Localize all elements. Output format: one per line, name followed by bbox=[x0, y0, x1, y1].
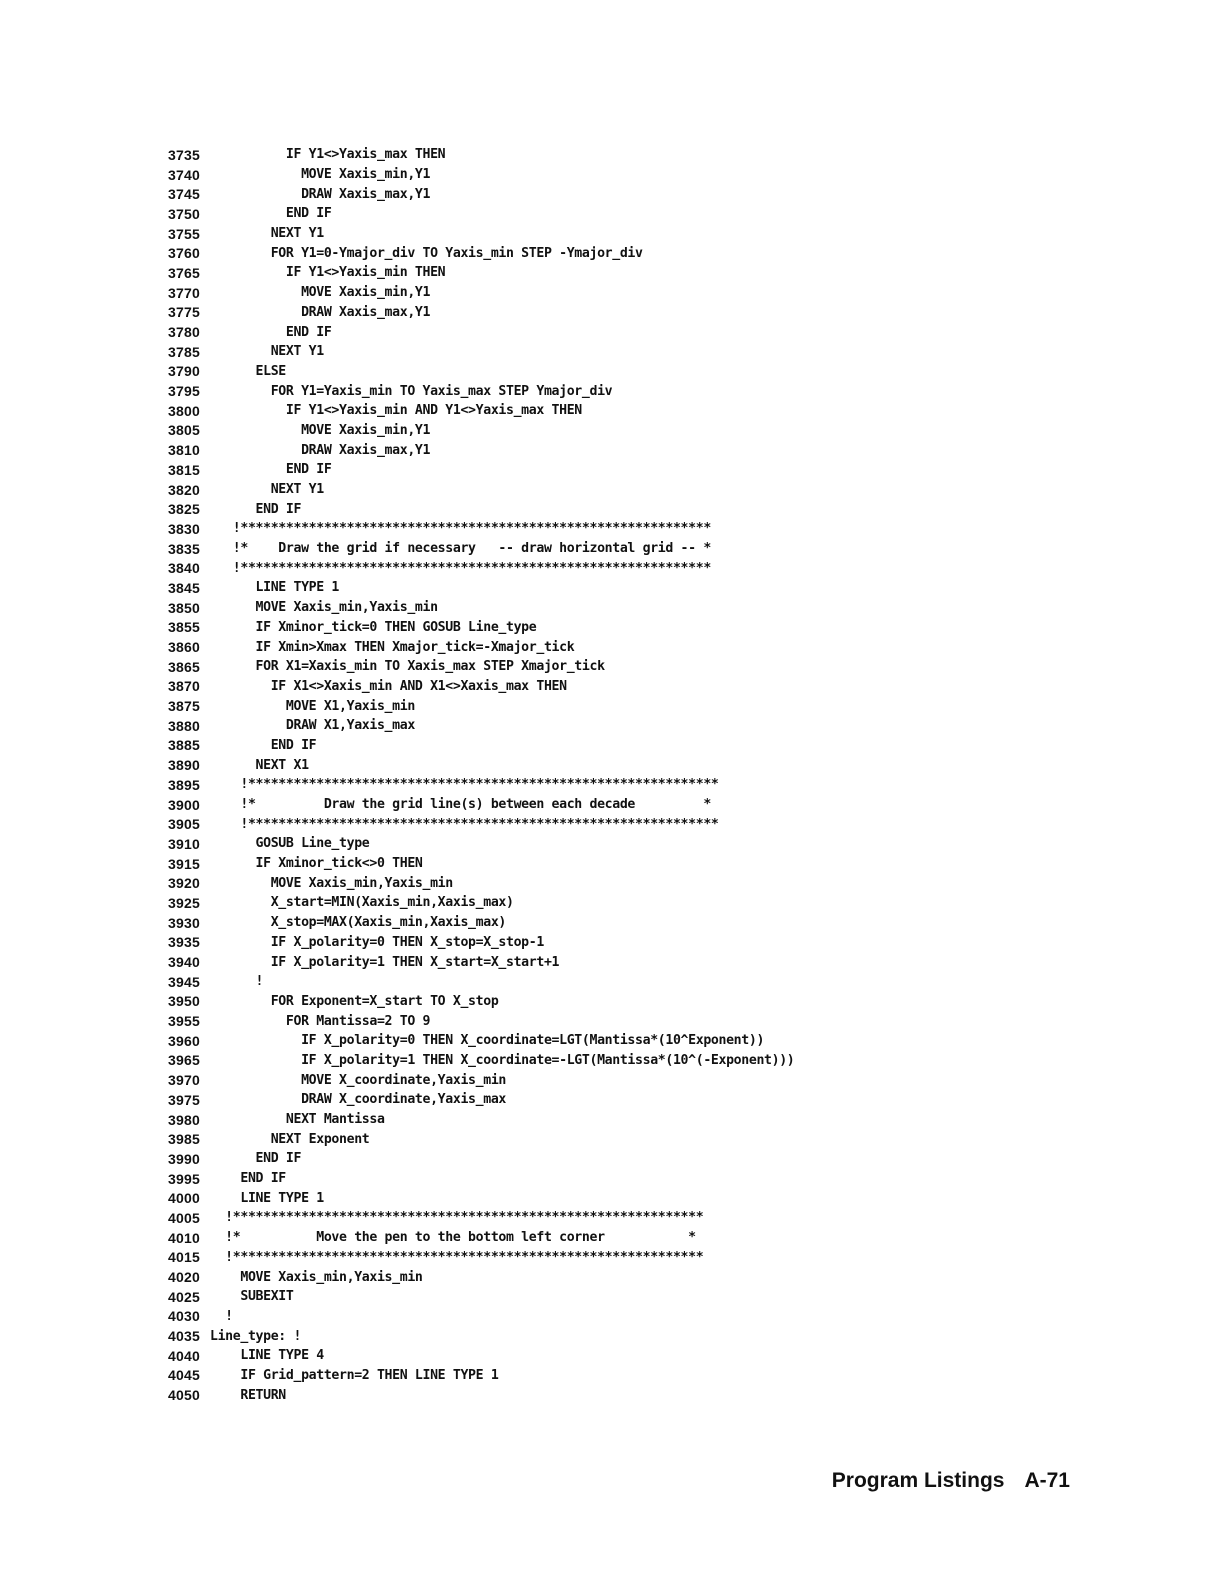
code-line bbox=[168, 1287, 1068, 1307]
line-number: 3825 bbox=[168, 501, 200, 518]
code-line bbox=[168, 1267, 1068, 1287]
code-line bbox=[168, 1326, 1068, 1346]
code-line bbox=[168, 873, 1068, 893]
code-text: FOR Mantissa=2 TO 9 bbox=[210, 1013, 431, 1029]
code-line bbox=[168, 204, 1068, 224]
code-text: NEXT X1 bbox=[210, 757, 309, 773]
code-text: !* Draw the grid if necessary -- draw horizontal grid -- * bbox=[210, 541, 711, 557]
code-line bbox=[168, 184, 1068, 204]
line-number: 3785 bbox=[168, 343, 200, 360]
line-number: 3735 bbox=[168, 146, 200, 163]
code-line bbox=[168, 460, 1068, 480]
line-number: 3920 bbox=[168, 875, 200, 892]
code-line bbox=[168, 1248, 1068, 1268]
code-line bbox=[168, 145, 1068, 165]
code-line bbox=[168, 992, 1068, 1012]
line-number: 3985 bbox=[168, 1131, 200, 1148]
code-line bbox=[168, 381, 1068, 401]
code-line bbox=[168, 165, 1068, 185]
line-number: 3940 bbox=[168, 954, 200, 971]
code-line bbox=[168, 1110, 1068, 1130]
line-number: 3830 bbox=[168, 520, 200, 537]
code-text: RETURN bbox=[210, 1387, 286, 1403]
code-text: DRAW Xaxis_max,Y1 bbox=[210, 304, 431, 320]
line-number: 4020 bbox=[168, 1269, 200, 1286]
line-number: 4025 bbox=[168, 1288, 200, 1305]
code-line bbox=[168, 854, 1068, 874]
code-line bbox=[168, 814, 1068, 834]
code-text: IF Xminor_tick=0 THEN GOSUB Line_type bbox=[210, 619, 537, 635]
code-text: DRAW X_coordinate,Yaxis_max bbox=[210, 1092, 506, 1108]
code-text: IF Xminor_tick<>0 THEN bbox=[210, 856, 423, 872]
line-number: 3850 bbox=[168, 599, 200, 616]
code-text: DRAW Xaxis_max,Y1 bbox=[210, 186, 431, 202]
line-number: 4015 bbox=[168, 1249, 200, 1266]
code-line bbox=[168, 578, 1068, 598]
code-text: END IF bbox=[210, 324, 332, 340]
code-text: END IF bbox=[210, 1151, 302, 1167]
code-line bbox=[168, 1070, 1068, 1090]
line-number: 3795 bbox=[168, 383, 200, 400]
line-number: 3800 bbox=[168, 402, 200, 419]
code-line bbox=[168, 893, 1068, 913]
code-line bbox=[168, 598, 1068, 618]
code-line bbox=[168, 401, 1068, 421]
code-text: MOVE Xaxis_min,Yaxis_min bbox=[210, 1269, 423, 1285]
code-line bbox=[168, 539, 1068, 559]
code-line bbox=[168, 1208, 1068, 1228]
code-line bbox=[168, 322, 1068, 342]
code-line bbox=[168, 1366, 1068, 1386]
line-number: 3750 bbox=[168, 205, 200, 222]
line-number: 3995 bbox=[168, 1170, 200, 1187]
line-number: 4030 bbox=[168, 1308, 200, 1325]
code-line bbox=[168, 972, 1068, 992]
code-text: END IF bbox=[210, 737, 317, 753]
line-number: 4040 bbox=[168, 1347, 200, 1364]
page-number: A-71 bbox=[1024, 1469, 1070, 1492]
line-number: 4050 bbox=[168, 1387, 200, 1404]
code-text: X_stop=MAX(Xaxis_min,Xaxis_max) bbox=[210, 915, 506, 931]
code-text: !************************************************************** bbox=[210, 816, 719, 832]
code-text: NEXT Y1 bbox=[210, 344, 324, 360]
code-line bbox=[168, 677, 1068, 697]
line-number: 4000 bbox=[168, 1190, 200, 1207]
code-line bbox=[168, 1051, 1068, 1071]
line-number: 3780 bbox=[168, 324, 200, 341]
line-number: 3905 bbox=[168, 816, 200, 833]
line-number: 3960 bbox=[168, 1032, 200, 1049]
code-text: IF X_polarity=0 THEN X_stop=X_stop-1 bbox=[210, 934, 544, 950]
code-text: !* Draw the grid line(s) between each decade * bbox=[210, 797, 711, 813]
code-line bbox=[168, 657, 1068, 677]
line-number: 4010 bbox=[168, 1229, 200, 1246]
code-line bbox=[168, 440, 1068, 460]
code-line bbox=[168, 1149, 1068, 1169]
code-line bbox=[168, 618, 1068, 638]
line-number: 3815 bbox=[168, 461, 200, 478]
code-line bbox=[168, 303, 1068, 323]
line-number: 3755 bbox=[168, 225, 200, 242]
code-line bbox=[168, 1129, 1068, 1149]
code-text: MOVE Xaxis_min,Y1 bbox=[210, 167, 431, 183]
line-number: 3775 bbox=[168, 304, 200, 321]
code-text: X_start=MIN(Xaxis_min,Xaxis_max) bbox=[210, 895, 514, 911]
code-text: DRAW Xaxis_max,Y1 bbox=[210, 442, 431, 458]
line-number: 3760 bbox=[168, 245, 200, 262]
code-line bbox=[168, 755, 1068, 775]
code-line bbox=[168, 1031, 1068, 1051]
code-text: IF X1<>Xaxis_min AND X1<>Xaxis_max THEN bbox=[210, 678, 567, 694]
code-line bbox=[168, 519, 1068, 539]
code-text: IF X_polarity=1 THEN X_start=X_start+1 bbox=[210, 954, 560, 970]
page-footer bbox=[832, 1469, 1070, 1493]
code-line bbox=[168, 1385, 1068, 1405]
code-text: MOVE Xaxis_min,Y1 bbox=[210, 285, 431, 301]
code-line bbox=[168, 696, 1068, 716]
line-number: 3965 bbox=[168, 1052, 200, 1069]
line-number: 3860 bbox=[168, 639, 200, 656]
line-number: 3930 bbox=[168, 914, 200, 931]
code-line bbox=[168, 637, 1068, 657]
line-number: 3880 bbox=[168, 717, 200, 734]
code-line bbox=[168, 1169, 1068, 1189]
line-number: 3925 bbox=[168, 894, 200, 911]
code-line bbox=[168, 933, 1068, 953]
code-text: FOR X1=Xaxis_min TO Xaxis_max STEP Xmajor_tick bbox=[210, 659, 605, 675]
line-number: 3915 bbox=[168, 855, 200, 872]
code-text: IF Y1<>Yaxis_max THEN bbox=[210, 147, 446, 163]
code-text: FOR Exponent=X_start TO X_stop bbox=[210, 993, 499, 1009]
code-text: FOR Y1=Yaxis_min TO Yaxis_max STEP Ymajor_div bbox=[210, 383, 613, 399]
code-line bbox=[168, 263, 1068, 283]
code-text: END IF bbox=[210, 462, 332, 478]
code-line bbox=[168, 421, 1068, 441]
code-text: Line_type: ! bbox=[210, 1328, 302, 1344]
line-number: 3875 bbox=[168, 698, 200, 715]
program-listing bbox=[168, 145, 1068, 1405]
line-number: 3970 bbox=[168, 1072, 200, 1089]
line-number: 4045 bbox=[168, 1367, 200, 1384]
code-text: MOVE Xaxis_min,Yaxis_min bbox=[210, 875, 453, 891]
code-line bbox=[168, 913, 1068, 933]
code-text: NEXT Mantissa bbox=[210, 1112, 385, 1128]
code-line bbox=[168, 952, 1068, 972]
code-text: SUBEXIT bbox=[210, 1289, 294, 1305]
line-number: 3740 bbox=[168, 166, 200, 183]
code-line bbox=[168, 795, 1068, 815]
code-text: MOVE Xaxis_min,Y1 bbox=[210, 422, 431, 438]
code-text: IF Y1<>Yaxis_min THEN bbox=[210, 265, 446, 281]
footer-title: Program Listings bbox=[831, 1469, 1005, 1492]
line-number: 3865 bbox=[168, 658, 200, 675]
code-line bbox=[168, 1090, 1068, 1110]
code-text: IF X_polarity=1 THEN X_coordinate=-LGT(Mantissa*(10^(-Exponent))) bbox=[210, 1052, 795, 1068]
code-line bbox=[168, 499, 1068, 519]
code-line bbox=[168, 283, 1068, 303]
line-number: 3765 bbox=[168, 264, 200, 281]
code-text: ! bbox=[210, 974, 264, 990]
code-text: NEXT Y1 bbox=[210, 482, 324, 498]
code-text: IF X_polarity=0 THEN X_coordinate=LGT(Mantissa*(10^Exponent)) bbox=[210, 1033, 765, 1049]
line-number: 3835 bbox=[168, 540, 200, 557]
code-text: !************************************************************** bbox=[210, 521, 711, 537]
line-number: 3840 bbox=[168, 560, 200, 577]
code-text: !************************************************************** bbox=[210, 1210, 704, 1226]
code-text: !* Move the pen to the bottom left corner * bbox=[210, 1230, 696, 1246]
line-number: 3820 bbox=[168, 481, 200, 498]
code-text: IF Grid_pattern=2 THEN LINE TYPE 1 bbox=[210, 1367, 499, 1383]
code-text: END IF bbox=[210, 501, 302, 517]
line-number: 3745 bbox=[168, 186, 200, 203]
code-text: MOVE X_coordinate,Yaxis_min bbox=[210, 1072, 506, 1088]
code-line bbox=[168, 558, 1068, 578]
line-number: 3770 bbox=[168, 284, 200, 301]
code-text: NEXT Exponent bbox=[210, 1131, 370, 1147]
code-text: DRAW X1,Yaxis_max bbox=[210, 718, 415, 734]
code-text: IF Y1<>Yaxis_min AND Y1<>Yaxis_max THEN bbox=[210, 403, 582, 419]
code-line bbox=[168, 1011, 1068, 1031]
code-line bbox=[168, 342, 1068, 362]
line-number: 3975 bbox=[168, 1091, 200, 1108]
line-number: 3935 bbox=[168, 934, 200, 951]
code-line bbox=[168, 775, 1068, 795]
line-number: 3990 bbox=[168, 1150, 200, 1167]
line-number: 3845 bbox=[168, 579, 200, 596]
code-text: ELSE bbox=[210, 363, 286, 379]
code-line bbox=[168, 1188, 1068, 1208]
code-line bbox=[168, 736, 1068, 756]
line-number: 3950 bbox=[168, 993, 200, 1010]
line-number: 4035 bbox=[168, 1328, 200, 1345]
line-number: 4005 bbox=[168, 1209, 200, 1226]
code-text: END IF bbox=[210, 1171, 286, 1187]
line-number: 3910 bbox=[168, 835, 200, 852]
code-line bbox=[168, 834, 1068, 854]
line-number: 3885 bbox=[168, 737, 200, 754]
code-line bbox=[168, 243, 1068, 263]
code-line bbox=[168, 716, 1068, 736]
code-text: END IF bbox=[210, 206, 332, 222]
code-text: LINE TYPE 1 bbox=[210, 1190, 324, 1206]
code-line bbox=[168, 1228, 1068, 1248]
line-number: 3955 bbox=[168, 1013, 200, 1030]
code-text: GOSUB Line_type bbox=[210, 836, 370, 852]
line-number: 3895 bbox=[168, 776, 200, 793]
line-number: 3980 bbox=[168, 1111, 200, 1128]
code-text: MOVE X1,Yaxis_min bbox=[210, 698, 415, 714]
code-line bbox=[168, 480, 1068, 500]
code-text: LINE TYPE 1 bbox=[210, 580, 340, 596]
code-line bbox=[168, 1346, 1068, 1366]
code-text: ! bbox=[210, 1308, 233, 1324]
line-number: 3790 bbox=[168, 363, 200, 380]
line-number: 3890 bbox=[168, 757, 200, 774]
line-number: 3805 bbox=[168, 422, 200, 439]
code-text: IF Xmin>Xmax THEN Xmajor_tick=-Xmajor_tick bbox=[210, 639, 575, 655]
code-text: LINE TYPE 4 bbox=[210, 1348, 324, 1364]
code-text: !************************************************************** bbox=[210, 1249, 704, 1265]
code-line bbox=[168, 362, 1068, 382]
code-line bbox=[168, 1307, 1068, 1327]
code-text: MOVE Xaxis_min,Yaxis_min bbox=[210, 600, 438, 616]
line-number: 3900 bbox=[168, 796, 200, 813]
line-number: 3855 bbox=[168, 619, 200, 636]
code-text: !************************************************************** bbox=[210, 777, 719, 793]
line-number: 3870 bbox=[168, 678, 200, 695]
code-line bbox=[168, 224, 1068, 244]
code-text: !************************************************************** bbox=[210, 560, 711, 576]
code-text: NEXT Y1 bbox=[210, 226, 324, 242]
line-number: 3810 bbox=[168, 442, 200, 459]
line-number: 3945 bbox=[168, 973, 200, 990]
code-text: FOR Y1=0-Ymajor_div TO Yaxis_min STEP -Ymajor_div bbox=[210, 245, 643, 261]
